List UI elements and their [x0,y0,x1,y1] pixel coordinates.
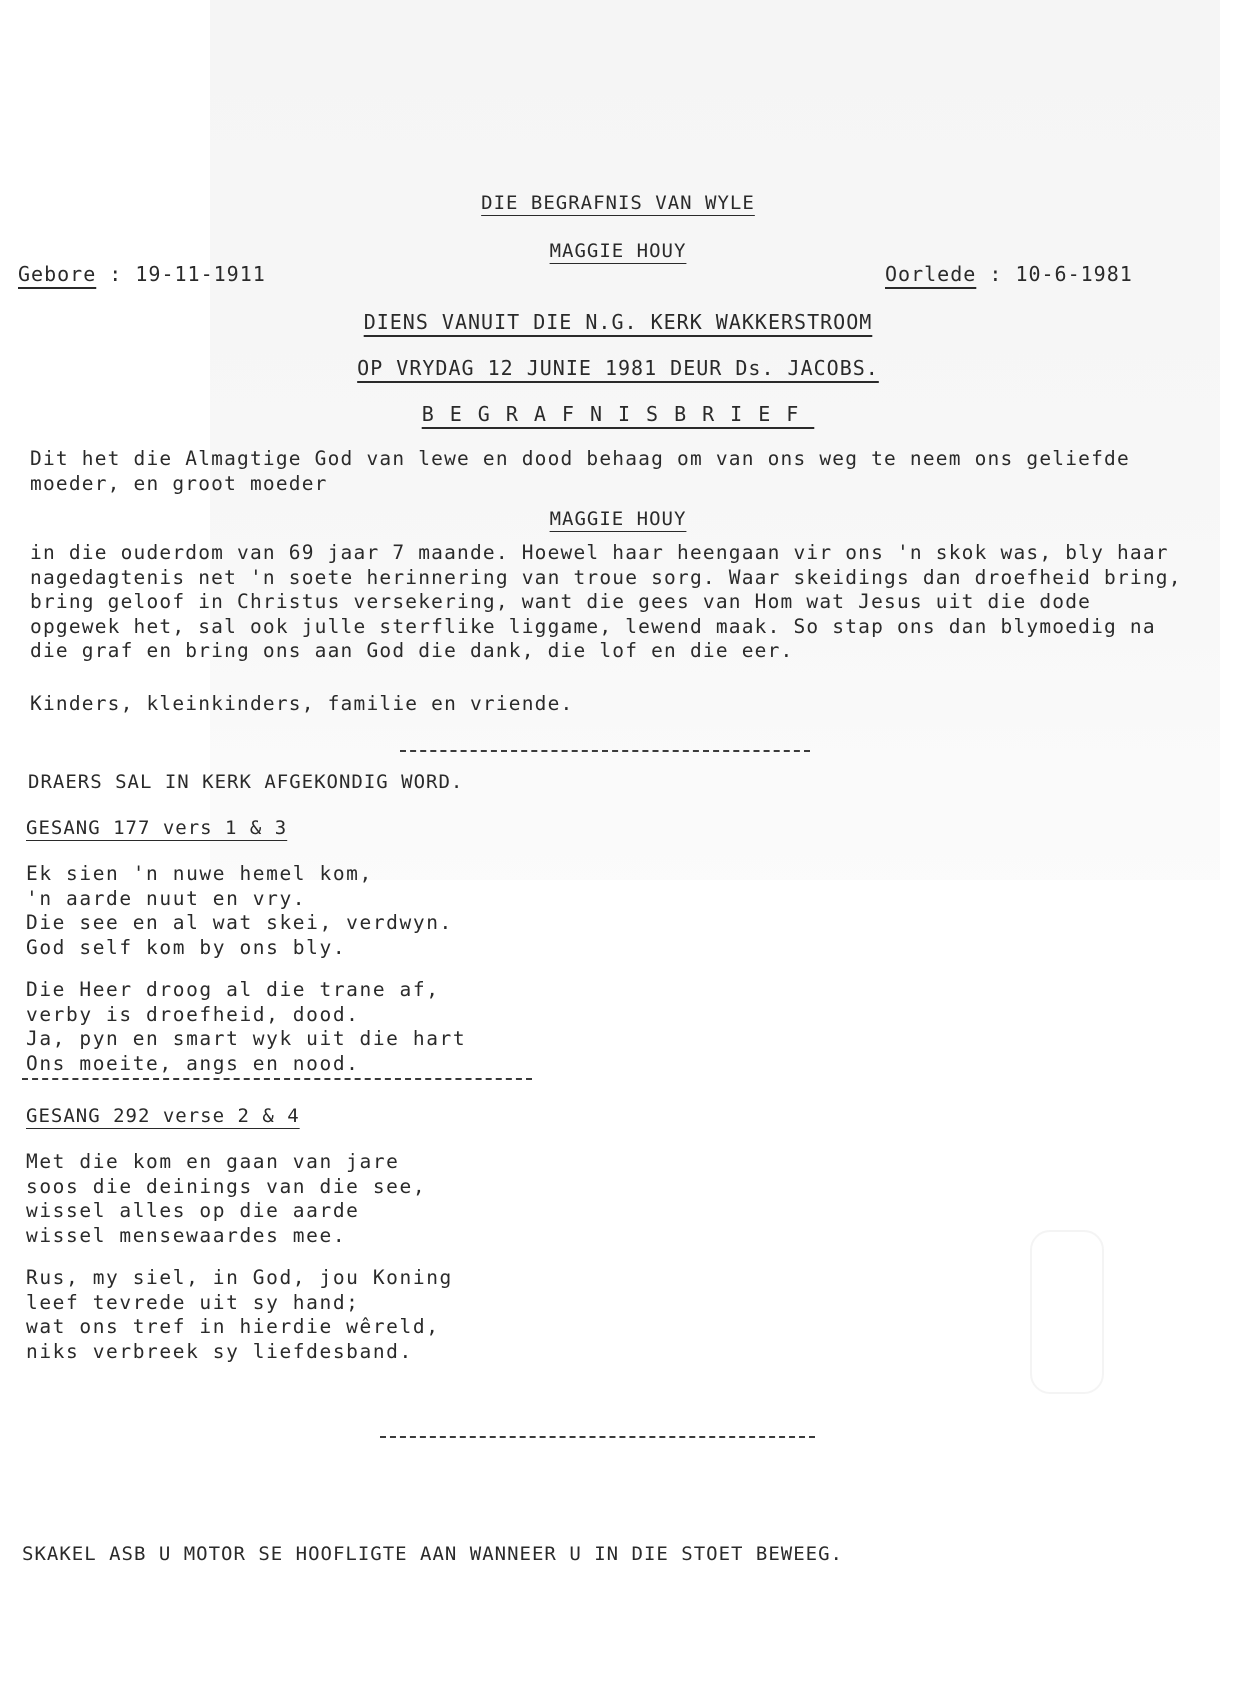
notice-title: DIE BEGRAFNIS VAN WYLE [481,192,755,214]
verse-line: Rus, my siel, in God, jou Koning [26,1266,453,1289]
hymn1-stanza1 [26,862,453,960]
hymn1-stanza2 [26,978,466,1076]
died-line [885,262,1133,286]
verse-line: Ons moeite, angs en nood. [26,1051,360,1075]
bearers-notice: DRAERS SAL IN KERK AFGEKONDIG WORD. [28,771,464,793]
deceased-name: MAGGIE HOUY [549,240,687,262]
verse-line: verby is droefheid, dood. [26,1002,360,1026]
faint-stamp-mark [1030,1230,1104,1394]
body-name: MAGGIE HOUY [549,508,687,530]
died-label: Oorlede [885,262,977,286]
verse-line: niks verbreek sy liefdesband. [26,1339,413,1363]
born-line [18,262,266,286]
hymn1-title: GESANG 177 vers 1 & 3 [26,817,288,839]
body-paragraph: in die ouderdom van 69 jaar 7 maande. Hoewel haar heengaan vir ons 'n skok was, bly haar nagedagtenis net 'n soete herinnering van troue sorg. Waar skeidings dan droefheid bring, bring geloof in Christus versekering, want die gees van Hom wat Jesus uit die dode opgewek het, sal ook julle sterflike liggame, lewend maak. So stap ons dan blymoedig na die graf en bring ons aan God die dank, die lof en die eer. [30,541,1182,662]
verse-line: Die see en al wat skei, verdwyn. [26,911,453,934]
photocopy-shade [210,0,1220,880]
divider-3 [380,1436,815,1438]
born-sep: : [109,262,123,286]
letter-heading: BEGRAFNISBRIEF [421,402,815,426]
verse-line: Met die kom en gaan van jare [26,1150,400,1173]
service-line-1: DIENS VANUIT DIE N.G. KERK WAKKERSTROOM [363,310,873,334]
divider-1 [400,750,810,752]
verse-line: soos die deinings van die see, [26,1174,427,1198]
hymn2-stanza2 [26,1266,453,1364]
born-date: 19-11-1911 [135,262,266,286]
died-sep: : [989,262,1003,286]
verse-line: 'n aarde nuut en vry. [26,886,307,910]
died-date: 10-6-1981 [1015,262,1133,286]
verse-line: leef tevrede uit sy hand; [26,1290,360,1314]
born-label: Gebore [18,262,97,286]
signature-line: Kinders, kleinkinders, familie en vriende. [30,692,574,715]
hymn2-title: GESANG 292 verse 2 & 4 [26,1105,300,1127]
verse-line: Ek sien 'n nuwe hemel kom, [26,862,373,885]
verse-line: wissel alles op die aarde [26,1199,360,1222]
service-line-2: OP VRYDAG 12 JUNIE 1981 DEUR Ds. JACOBS. [357,356,879,380]
verse-line: Die Heer droog al die trane af, [26,978,440,1001]
intro-paragraph: Dit het die Almagtige God van lewe en dood behaag om van ons weg te neem ons geliefde moeder, en groot moeder [30,447,1130,495]
verse-line: God self kom by ons bly. [26,935,347,959]
footer-instruction: SKAKEL ASB U MOTOR SE HOOFLIGTE AAN WANNEER U IN DIE STOET BEWEEG. [22,1543,843,1565]
divider-2 [22,1078,532,1080]
verse-line: wat ons tref in hierdie wêreld, [26,1315,440,1338]
verse-line: Ja, pyn en smart wyk uit die hart [26,1027,467,1050]
verse-line: wissel mensewaardes mee. [26,1223,347,1247]
hymn2-stanza1 [26,1150,426,1248]
